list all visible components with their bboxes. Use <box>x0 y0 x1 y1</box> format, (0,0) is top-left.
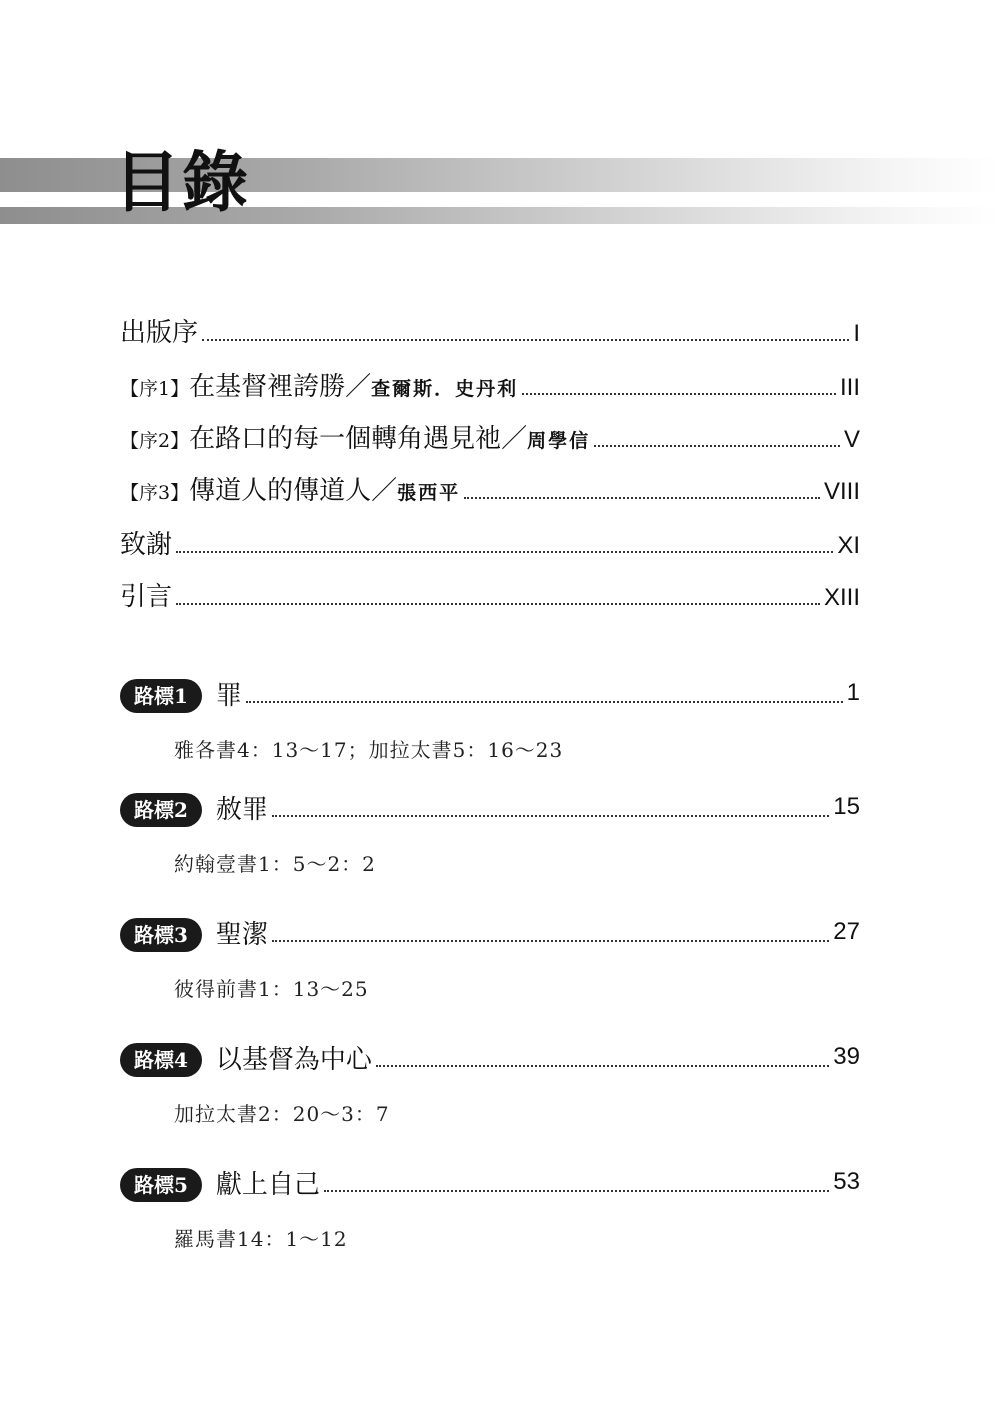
chapter-badge: 路標4 <box>120 1043 202 1077</box>
chapter-title: 以基督為中心 <box>215 1044 372 1075</box>
toc-entry-label: 引言 <box>120 582 173 613</box>
chapter-badge: 路標1 <box>120 679 202 713</box>
dot-leader <box>176 551 833 553</box>
toc-entry-prefix: 【序1】 <box>120 378 190 401</box>
toc-entry-author: 周學信 <box>527 430 591 453</box>
toc-page-number: V <box>843 426 860 453</box>
toc-entry-introduction[interactable] <box>120 572 860 612</box>
toc-entry-preface-2[interactable] <box>120 414 860 454</box>
toc-entry-label: 傳道人的傳道人／ <box>189 476 398 507</box>
toc-page-number: 1 <box>846 679 860 706</box>
toc-chapter-2[interactable] <box>120 790 860 830</box>
toc-entry-label: 在路口的每一個轉角遇見祂／ <box>189 424 528 455</box>
chapter-title: 赦罪 <box>215 794 268 825</box>
dot-leader <box>324 1190 829 1192</box>
toc-entry-preface-1[interactable] <box>120 362 860 402</box>
chapter-badge: 路標3 <box>120 918 202 952</box>
chapter-scripture: 羅馬書14：1～12 <box>174 1227 348 1251</box>
toc-page-number: 15 <box>833 793 860 820</box>
toc-entry-preface-3[interactable] <box>120 466 860 506</box>
toc-page-number: 39 <box>833 1043 860 1070</box>
toc-page-number: XIII <box>823 584 860 611</box>
dot-leader <box>202 339 849 341</box>
toc-page-number: 27 <box>833 918 860 945</box>
toc-page-number: 53 <box>833 1168 860 1195</box>
toc-page-number: I <box>853 320 860 347</box>
toc-entry-publisher-preface[interactable] <box>120 308 860 348</box>
toc-entry-label: 在基督裡誇勝／ <box>189 372 372 403</box>
chapter-scripture: 雅各書4：13～17；加拉太書5：16～23 <box>174 738 564 762</box>
toc-page-number: III <box>839 374 860 401</box>
dot-leader <box>464 497 820 499</box>
toc-chapter-5[interactable] <box>120 1165 860 1205</box>
toc-chapter-3[interactable] <box>120 915 860 955</box>
chapter-title: 罪 <box>215 680 242 711</box>
toc-entry-label: 出版序 <box>120 318 199 349</box>
chapter-title: 聖潔 <box>215 919 268 950</box>
toc-page-number: VIII <box>823 478 860 505</box>
dot-leader <box>376 1065 829 1067</box>
toc-entry-prefix: 【序2】 <box>120 430 190 453</box>
chapter-scripture: 彼得前書1：13～25 <box>174 977 369 1001</box>
toc-page-number: XI <box>837 532 860 559</box>
dot-leader <box>272 940 829 942</box>
toc-entry-author: 張西平 <box>397 482 461 505</box>
dot-leader <box>246 701 843 703</box>
toc-chapter-1[interactable] <box>120 676 860 716</box>
toc-entry-label: 致謝 <box>120 530 173 561</box>
toc-entry-author: 查爾斯．史丹利 <box>371 378 519 401</box>
dot-leader <box>176 603 820 605</box>
toc-entry-acknowledgements[interactable] <box>120 520 860 560</box>
dot-leader <box>522 393 836 395</box>
dot-leader <box>272 815 829 817</box>
chapter-badge: 路標5 <box>120 1168 202 1202</box>
chapter-scripture: 約翰壹書1：5～2：2 <box>174 852 376 876</box>
toc-entry-prefix: 【序3】 <box>120 482 190 505</box>
chapter-badge: 路標2 <box>120 793 202 827</box>
dot-leader <box>594 445 840 447</box>
page-title: 目錄 <box>114 144 250 221</box>
chapter-scripture: 加拉太書2：20～3：7 <box>174 1102 390 1126</box>
chapter-title: 獻上自己 <box>215 1169 320 1200</box>
toc-chapter-4[interactable] <box>120 1040 860 1080</box>
